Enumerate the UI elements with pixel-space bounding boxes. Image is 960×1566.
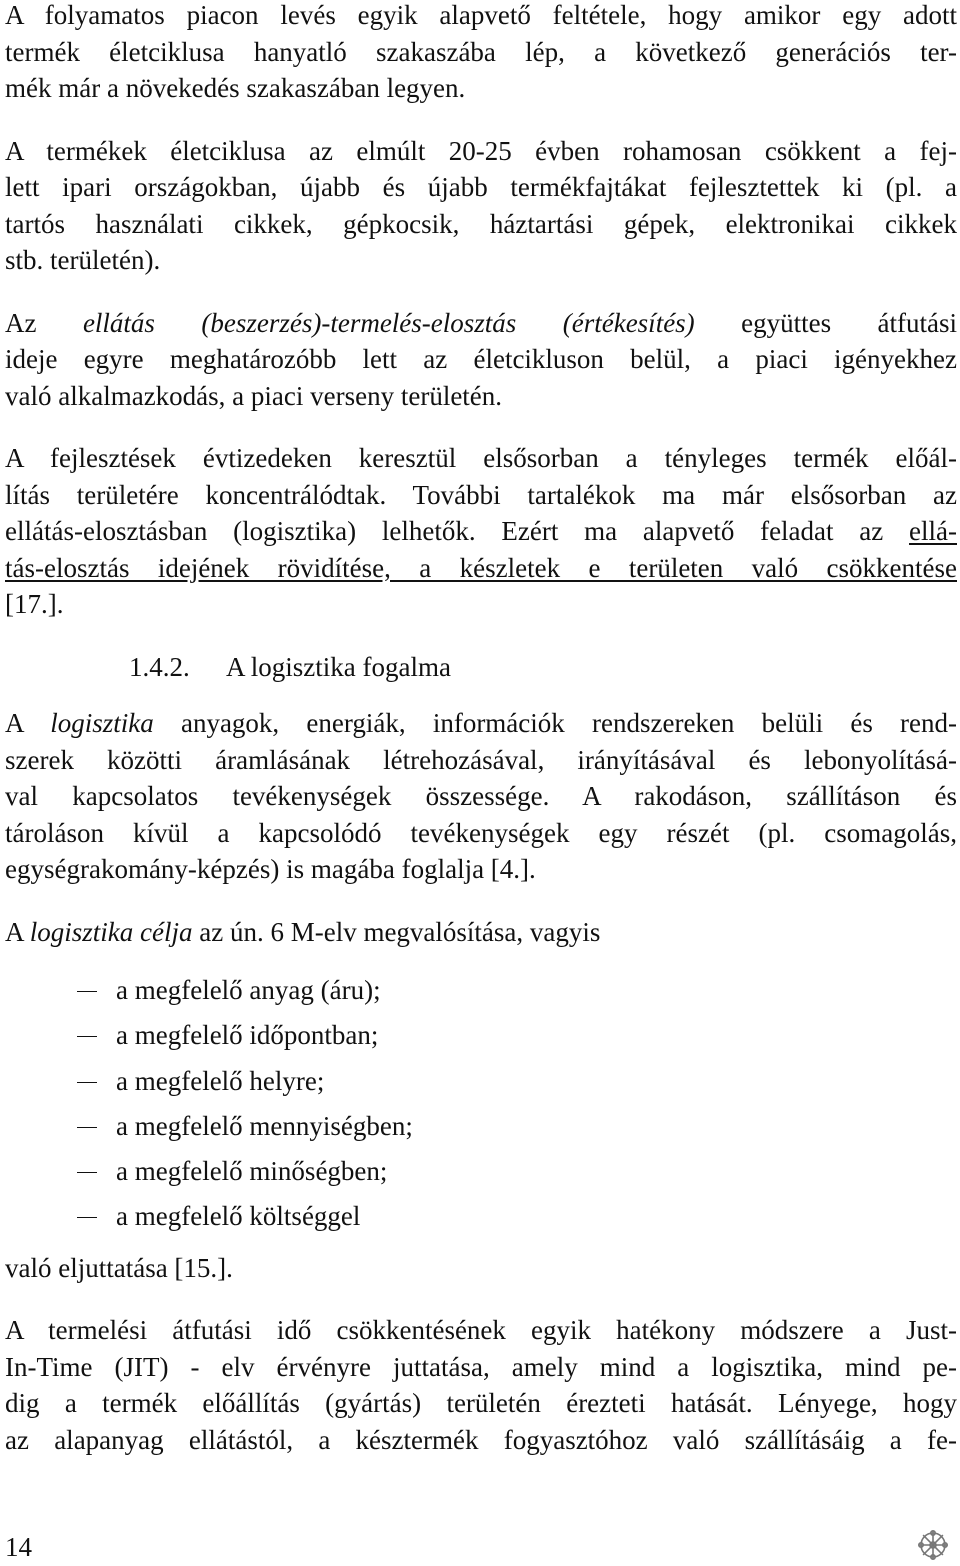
- text-line: A folyamatos piacon levés egyik alapvető feltétele, hogy amikor egy adott: [5, 0, 957, 30]
- page-number: 14: [5, 1532, 32, 1562]
- text-line: tároláson kívül a kapcsolódó tevékenységek egy részét (pl. csomagolás,: [5, 817, 957, 848]
- underlined-text-line: tás-elosztás idejének rövidítése, a készletek e területen való csökkentése: [5, 552, 957, 583]
- ornament-wheel-icon: [916, 1528, 950, 1562]
- text-line: az alapanyag ellátástól, a késztermék fogyasztóhoz való szállításáig a fe-: [5, 1424, 957, 1455]
- text-line: Az ellátás (beszerzés)-termelés-elosztás (értékesítés) együttes átfutási: [5, 307, 958, 338]
- text-line: való eljuttatása [15.].: [5, 1252, 233, 1283]
- paragraph-logistics-goal: [5, 914, 957, 951]
- six-m-list: [5, 968, 957, 1240]
- list-item: a megfelelő minőségben;: [5, 1149, 957, 1194]
- text-line: val kapcsolatos tevékenységek összessége. A rakodáson, szállításon és: [5, 781, 957, 811]
- list-item: a megfelelő anyag (áru);: [5, 968, 957, 1013]
- text-line: való alkalmazkodás, a piaci verseny területén.: [5, 380, 503, 411]
- document-page: [5, 0, 957, 1458]
- list-item: a megfelelő mennyiségben;: [5, 1104, 957, 1149]
- section-heading: [5, 649, 957, 686]
- list-item: a megfelelő időpontban;: [5, 1013, 957, 1058]
- list-item: a megfelelő költséggel: [5, 1194, 957, 1239]
- paragraph-product-lifecycle: [5, 133, 957, 279]
- text-line: A termékek életciklusa az elmúlt 20-25 évben rohamosan csökkent a fej-: [5, 135, 957, 166]
- text-line: tartós használati cikkek, gépkocsik, háztartási gépek, elektronikai cikkek: [5, 208, 957, 239]
- text-line: A logisztika anyagok, energiák, információk rendszereken belüli és rend-: [5, 708, 958, 738]
- emphasis-logistics: logisztika: [50, 708, 154, 738]
- section-number: 1.4.2.: [129, 651, 190, 682]
- text-line: A logisztika célja az ún. 6 M-elv megvalósítása, vagyis: [5, 916, 601, 947]
- paragraph-lead-time: [5, 305, 957, 415]
- text-line: stb. területén).: [5, 245, 161, 275]
- list-item: a megfelelő helyre;: [5, 1059, 957, 1104]
- text-line: ellátás-elosztásban (logisztika) lelhetők. Ezért ma alapvető feladat az ellá-: [5, 516, 957, 546]
- text-line: [17.].: [5, 589, 64, 619]
- text-line: szerek közötti áramlásának létrehozásával, irányításával és lebonyolításá-: [5, 744, 957, 775]
- text-line: termék életciklusa hanyatló szakaszába lép, a következő generációs ter-: [5, 36, 957, 67]
- text-line: A fejlesztések évtizedeken keresztül elsősorban a tényleges termék előál-: [5, 443, 957, 473]
- text-line: mék már a növekedés szakaszában legyen.: [5, 73, 466, 103]
- paragraph-jit: [5, 1312, 957, 1458]
- paragraph-market-presence: [5, 0, 957, 107]
- text-line: egységrakomány-képzés) is magába foglalja [4.].: [5, 854, 536, 884]
- underlined-text: ellá-: [909, 516, 957, 546]
- text-line: dig a termék előállítás (gyártás) területén érezteti hatását. Lényege, hogy: [5, 1388, 957, 1419]
- emphasis-logistics-goal: logisztika célja: [29, 916, 193, 947]
- text-line: lítás területére koncentrálódtak. További tartalékok ma már elsősorban az: [5, 479, 957, 510]
- emphasis-supply-chain: ellátás (beszerzés)-termelés-elosztás (értékesítés): [82, 307, 695, 338]
- paragraph-delivery: [5, 1250, 957, 1287]
- text-line: In-Time (JIT) - elv érvényre juttatása, amely mind a logisztika, mind pe-: [5, 1351, 957, 1382]
- text-line: lett ipari országokban, újabb és újabb termékfajtákat fejlesztettek ki (pl. a: [5, 172, 957, 202]
- text-line: A termelési átfutási idő csökkentésének egyik hatékony módszere a Just-: [5, 1315, 957, 1346]
- paragraph-logistics-definition: [5, 705, 957, 888]
- paragraph-developments: [5, 440, 957, 623]
- section-title: A logisztika fogalma: [226, 651, 451, 682]
- text-line: ideje egyre meghatározóbb lett az életcikluson belül, a piaci igényekhez: [5, 344, 957, 374]
